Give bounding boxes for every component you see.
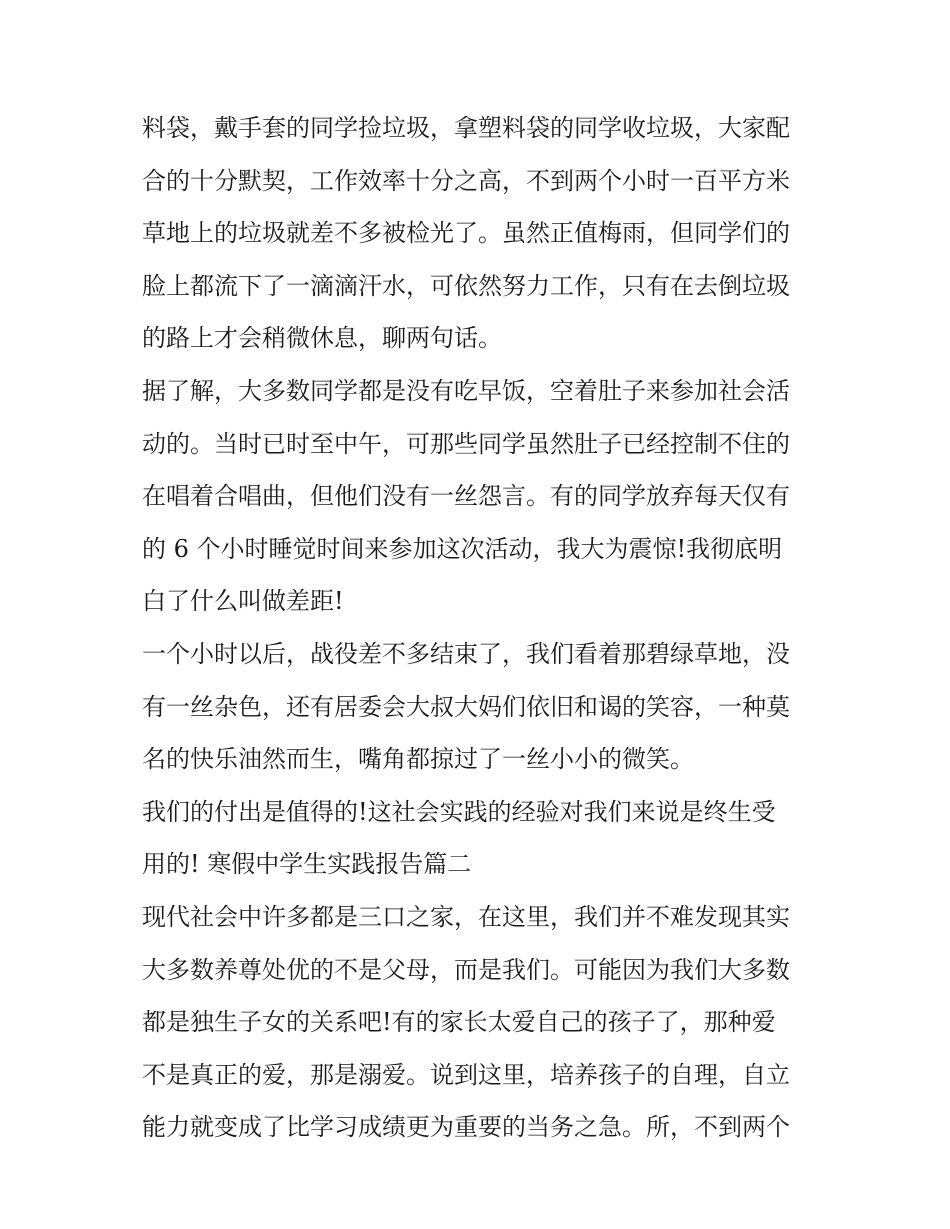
text-line: 动的。当时已时至中午，可那些同学虽然肚子已经控制不住的: [142, 429, 790, 458]
text-line: 都是独生子女的关系吧!有的家长太爱自己的孩子了，那种爱: [142, 1008, 776, 1037]
text-line: 据了解，大多数同学都是没有吃早饭，空着肚子来参加社会活: [142, 376, 790, 405]
text-line: 我们的付出是值得的!这社会实践的经验对我们来说是终生受: [142, 797, 776, 826]
text-line: 能力就变成了比学习成绩更为重要的当务之急。所，不到两个: [142, 1113, 790, 1142]
text-line: 的 6 个小时睡觉时间来参加这次活动，我大为震惊!我彻底明: [142, 534, 783, 563]
text-line: 一个小时以后，战役差不多结束了，我们看着那碧绿草地，没: [142, 639, 790, 668]
text-line: 大多数养尊处优的不是父母，而是我们。可能因为我们大多数: [142, 955, 790, 984]
text-line: 有一丝杂色，还有居委会大叔大妈们依旧和谒的笑容，一种莫: [142, 692, 790, 721]
text-line: 名的快乐油然而生，嘴角都掠过了一丝小小的微笑。: [142, 745, 694, 774]
text-line: 合的十分默契，工作效率十分之高，不到两个小时一百平方米: [142, 166, 790, 195]
text-line: 草地上的垃圾就差不多被检光了。虽然正值梅雨，但同学们的: [142, 219, 790, 248]
text-line: 不是真正的爱，那是溺爱。说到这里，培养孩子的自理，自立: [142, 1060, 790, 1089]
text-line: 料袋，戴手套的同学捡垃圾，拿塑料袋的同学收垃圾，大家配: [142, 114, 790, 142]
document-body: [142, 102, 822, 1154]
text-line: 现代社会中许多都是三口之家，在这里，我们并不难发现其实: [142, 902, 790, 931]
text-line: 脸上都流下了一滴滴汗水，可依然努力工作，只有在去倒垃圾: [142, 271, 790, 300]
text-line: 在唱着合唱曲，但他们没有一丝怨言。有的同学放弃每天仅有: [142, 482, 790, 511]
text-line: 的路上才会稍微休息，聊两句话。: [142, 324, 502, 353]
text-line: 白了什么叫做差距!: [142, 587, 344, 616]
text-line: 用的! 寒假中学生实践报告篇二: [142, 850, 472, 879]
